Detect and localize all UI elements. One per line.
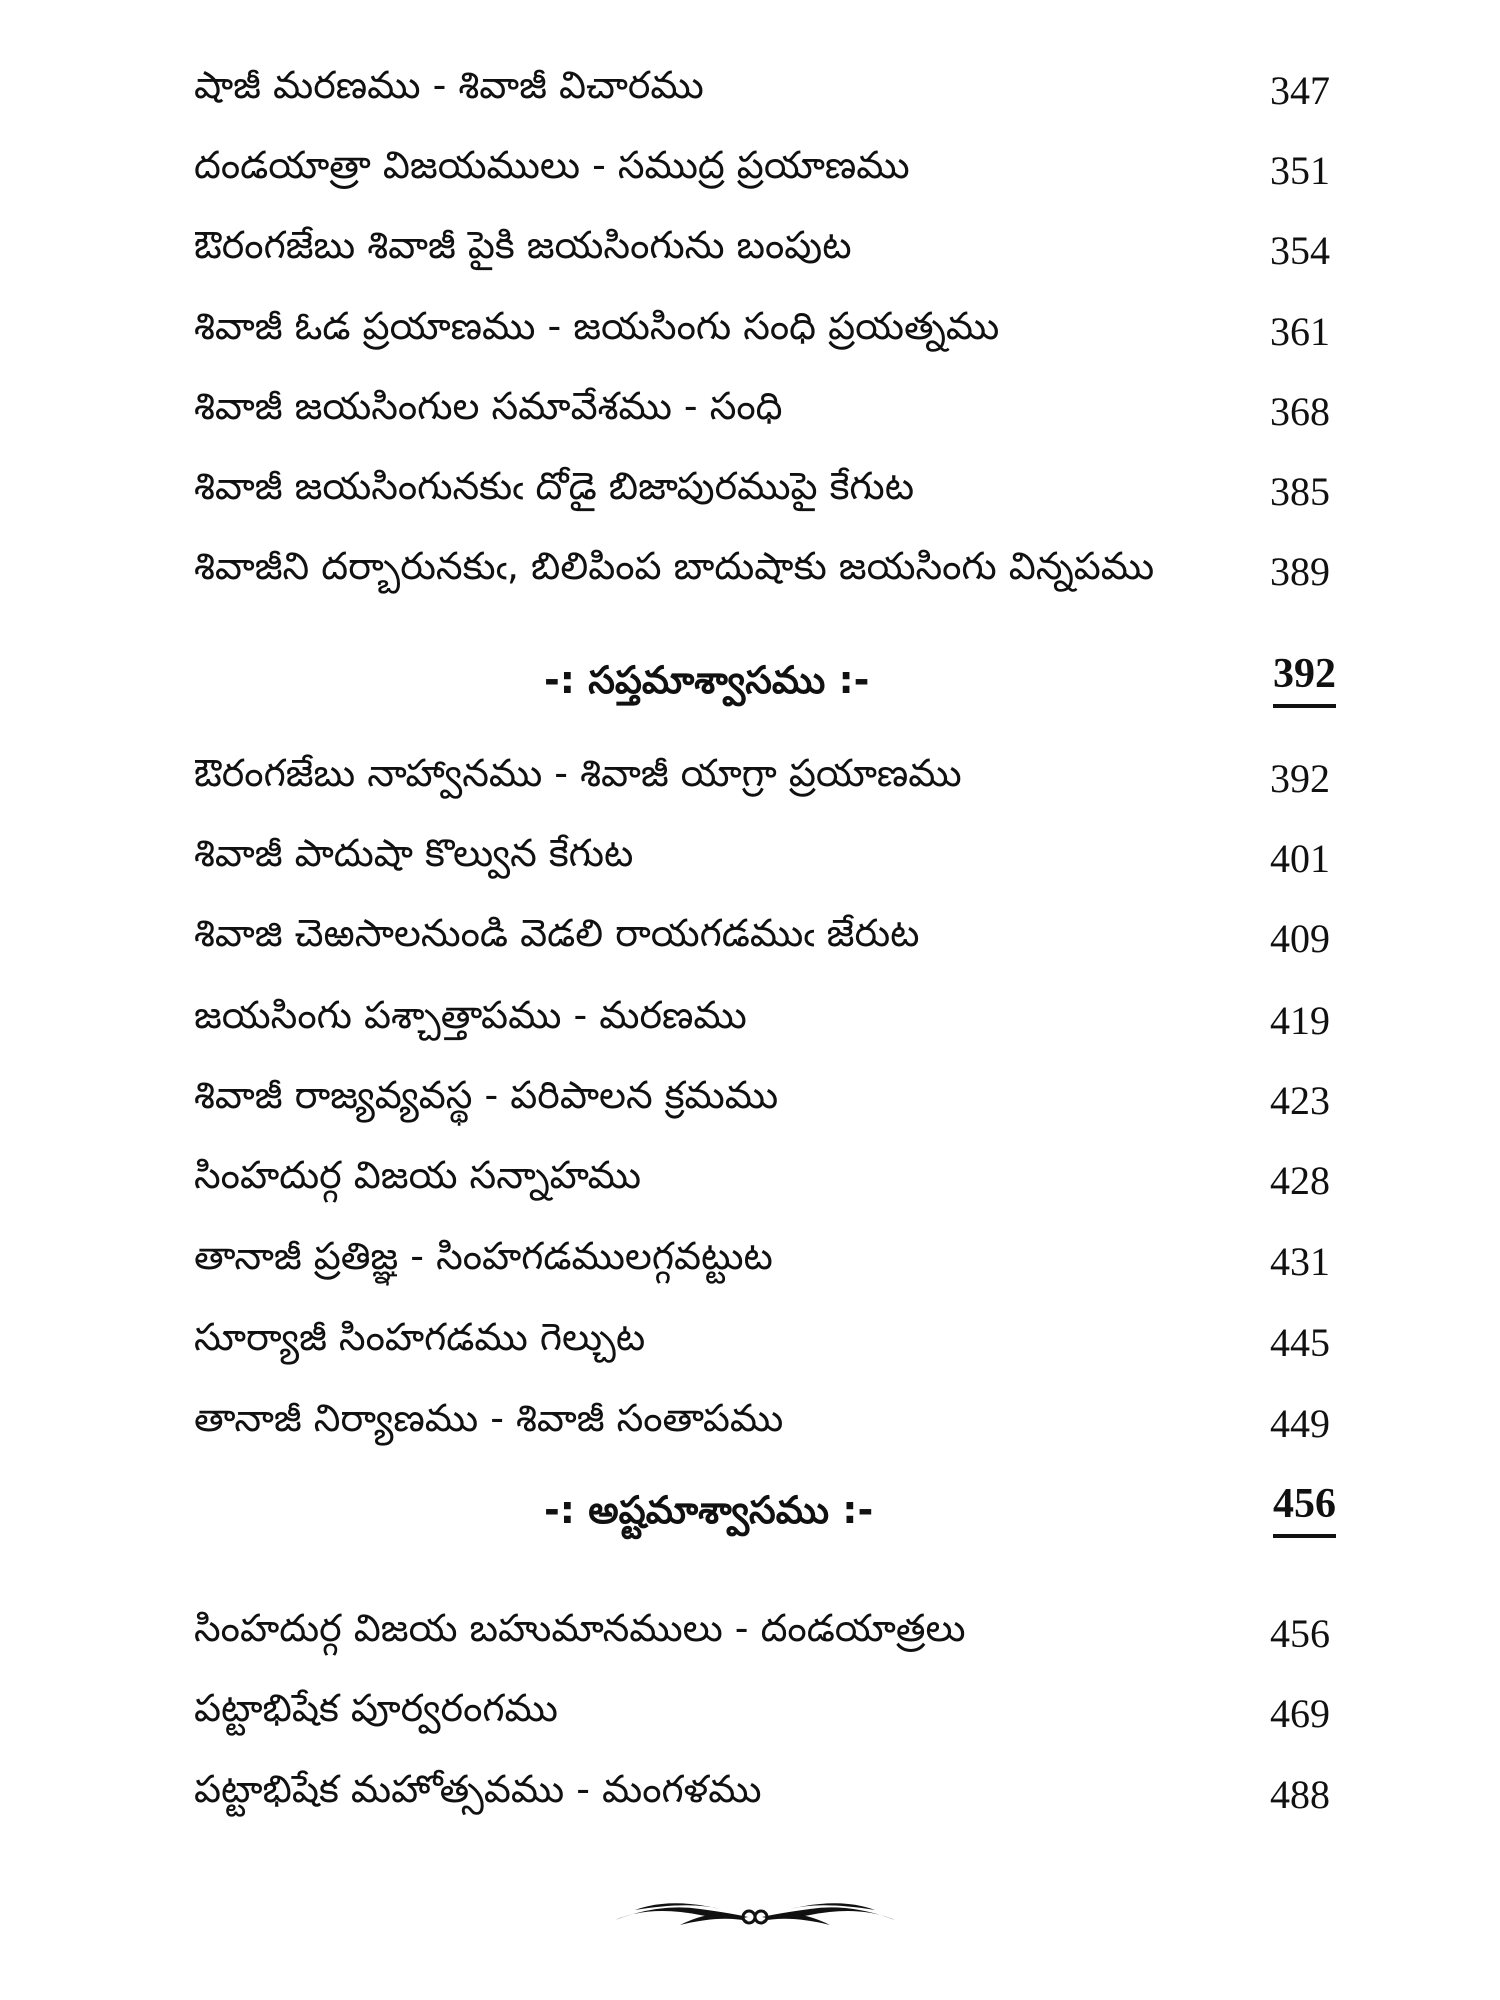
toc-entry bbox=[194, 220, 1330, 280]
toc-entry-page: 347 bbox=[1270, 67, 1330, 113]
section-heading-title: -: సప్తమాశ్వాసము :- bbox=[544, 658, 870, 702]
toc-entry bbox=[194, 1764, 1330, 1824]
toc-entry bbox=[194, 828, 1330, 888]
toc-entry bbox=[194, 1070, 1330, 1130]
toc-entry-page: 423 bbox=[1270, 1077, 1330, 1123]
toc-entry-page: 445 bbox=[1270, 1319, 1330, 1365]
toc-entry bbox=[194, 140, 1330, 200]
toc-entry-page: 401 bbox=[1270, 835, 1330, 881]
toc-entry-page: 488 bbox=[1270, 1771, 1330, 1817]
toc-entry bbox=[194, 381, 1330, 441]
toc-entry-title: షాజీ మరణము - శివాజీ విచారము bbox=[194, 63, 704, 107]
toc-entry-page: 456 bbox=[1270, 1610, 1330, 1656]
toc-entry-page: 449 bbox=[1270, 1400, 1330, 1446]
toc-entry-page: 431 bbox=[1270, 1238, 1330, 1284]
section-heading-title: -: అష్టమాశ్వాసము :- bbox=[544, 1488, 874, 1532]
toc-entry-title: శివాజీ రాజ్యవ్యవస్థ - పరిపాలన క్రమము bbox=[194, 1073, 779, 1117]
toc-entry-title: దండయాత్రా విజయములు - సముద్ర ప్రయాణము bbox=[194, 143, 910, 187]
toc-entry bbox=[194, 461, 1330, 521]
toc-entry-title: శివాజీ జయసింగుల సమావేశము - సంధి bbox=[194, 384, 783, 428]
toc-entry-title: సూర్యాజీ సింహగడము గెల్చుట bbox=[194, 1315, 646, 1359]
section-heading bbox=[194, 1480, 1336, 1550]
toc-entry-page: 392 bbox=[1270, 755, 1330, 801]
toc-entry-title: పట్టాభిషేక పూర్వరంగము bbox=[194, 1686, 558, 1730]
toc-entry-title: సింహదుర్గ విజయ బహుమానములు - దండయాత్రలు bbox=[194, 1606, 966, 1650]
toc-entry-title: తానాజీ ప్రతిజ్ఞ - సింహగడములగ్గవట్టుట bbox=[194, 1234, 773, 1278]
toc-entry-title: శివాజి చెఱసాలనుండి వెడలి రాయగడముఁ జేరుట bbox=[194, 911, 920, 955]
toc-entry bbox=[194, 541, 1330, 601]
toc-entry bbox=[194, 60, 1330, 120]
toc-entry-page: 419 bbox=[1270, 997, 1330, 1043]
toc-entry-page: 368 bbox=[1270, 388, 1330, 434]
toc-entry-page: 361 bbox=[1270, 308, 1330, 354]
toc-entry bbox=[194, 1393, 1330, 1453]
toc-entry-page: 351 bbox=[1270, 147, 1330, 193]
toc-entry bbox=[194, 748, 1330, 808]
toc-entry bbox=[194, 1603, 1330, 1663]
toc-entry-title: పట్టాభిషేక మహోత్సవము - మంగళము bbox=[194, 1767, 762, 1811]
toc-entry-page: 469 bbox=[1270, 1690, 1330, 1736]
section-heading bbox=[194, 650, 1336, 720]
toc-entry-title: జయసింగు పశ్చాత్తాపము - మరణము bbox=[194, 993, 747, 1037]
toc-entry bbox=[194, 908, 1330, 968]
toc-entry-page: 428 bbox=[1270, 1157, 1330, 1203]
toc-entry-title: శివాజీ జయసింగునకుఁ దోడై బిజాపురముపై కేగుట bbox=[194, 464, 915, 508]
toc-entry-title: శివాజీ ఓడ ప్రయాణము - జయసింగు సంధి ప్రయత్నము bbox=[194, 304, 1000, 348]
toc-entry-page: 389 bbox=[1270, 548, 1330, 594]
toc-entry bbox=[194, 1312, 1330, 1372]
toc-entry bbox=[194, 301, 1330, 361]
toc-entry bbox=[194, 1150, 1330, 1210]
toc-entry bbox=[194, 1683, 1330, 1743]
toc-entry-title: శివాజీని దర్బారునకుఁ, బిలిపింప బాదుషాకు జయసింగు విన్నపము bbox=[194, 544, 1155, 588]
section-heading-page: 392 bbox=[1273, 650, 1336, 708]
toc-entry-page: 385 bbox=[1270, 468, 1330, 514]
toc-entry bbox=[194, 990, 1330, 1050]
toc-entry-title: శివాజీ పాదుషా కొల్వున కేగుట bbox=[194, 831, 634, 875]
toc-entry bbox=[194, 1231, 1330, 1291]
toc-entry-title: తానాజీ నిర్యాణము - శివాజీ సంతాపము bbox=[194, 1396, 784, 1440]
toc-entry-title: ఔరంగజేబు శివాజీ పైకి జయసింగును బంపుట bbox=[194, 223, 852, 267]
toc-entry-title: సింహదుర్గ విజయ సన్నాహము bbox=[194, 1153, 642, 1197]
ornament-divider-icon bbox=[610, 1895, 900, 1935]
toc-entry-page: 409 bbox=[1270, 915, 1330, 961]
toc-entry-title: ఔరంగజేబు నాహ్వానము - శివాజీ యాగ్రా ప్రయాణము bbox=[194, 751, 962, 795]
section-heading-page: 456 bbox=[1273, 1480, 1336, 1538]
toc-entry-page: 354 bbox=[1270, 227, 1330, 273]
